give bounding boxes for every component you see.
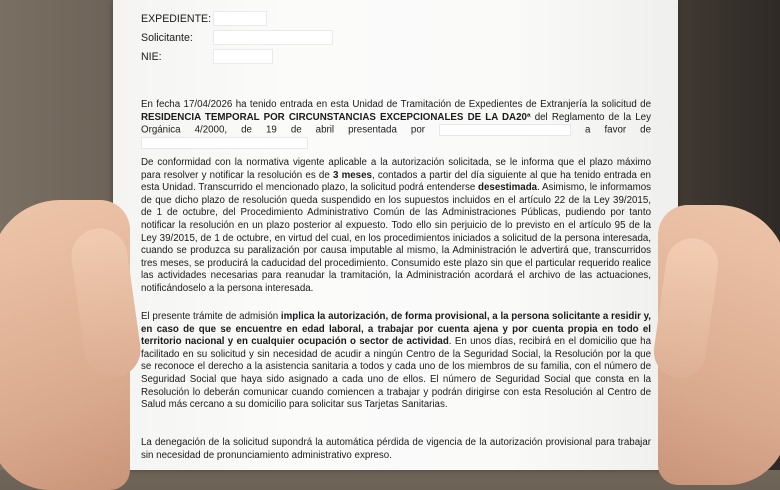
nie-label: NIE: bbox=[141, 50, 162, 63]
p1-text-2: del Reglamento de la Ley Orgánica 4/2000, de 19 de abril presentada por bbox=[141, 111, 651, 136]
solicitante-row bbox=[141, 28, 333, 47]
p2-text-1: De conformidad con la normativa vigente aplicable a la autorización solicitada, se le informa que el plazo máximo para resolver y notificar la resolución es de bbox=[141, 157, 651, 181]
p2-text-3: . Asimismo, le informamos de que dicho plazo de resolución queda suspendido en los supuestos incluidos en el artículo 22 de la Ley 39/2015, de 1 de octubre, del Procedimiento Administrativo Común de las Administraciones Públicas, pudiendo por tanto notificar la resolución en un plazo posterior al expuesto. Todo ello sin perjuicio de lo previsto en el artículo 95 de la Ley 39/2015, de 1 de octubre, en virtud del cual, en los procedimientos iniciados a solicitud de la persona interesada, cuando se produzca su paralización por causa imputable al mismo, la Administración le advertirá que, transcurridos tres meses, se producirá la caducidad del procedimiento. Consumido este plazo sin que el particular requerido realice las actividades necesarias para reanudar la tramitación, la Administración acordará el archivo de las actuaciones, notificándoselo a la persona interesada. bbox=[141, 182, 652, 294]
p2-text-2: , contados a partir del día siguiente al que ha tenido entrada en esta Unidad. Transcurrido el mencionado plazo, la solicitud podrá entenderse bbox=[141, 169, 651, 194]
solicitante-redaction bbox=[213, 30, 333, 45]
expediente-label: EXPEDIENTE: bbox=[141, 12, 212, 25]
paragraph-denial bbox=[141, 437, 651, 462]
paragraph-deadline bbox=[141, 157, 651, 296]
expediente-row bbox=[141, 9, 333, 28]
p4-text-1: La denegación de la solicitud supondrá la automática pérdida de vigencia de la autorización provisional para trabajar sin necesidad de pronunciamiento administrativo expreso. bbox=[141, 437, 651, 461]
p1-text-3: a favor de bbox=[571, 124, 651, 136]
p3-bold-1: implica la autorización, de forma provisional, a la persona solicitante a residir y, en caso de que se encuentre en edad laboral, a trabajar por cuenta ajena y por cuenta propia en todo el territorio nacional y en cualquier ocupación o sector de actividad bbox=[141, 311, 651, 348]
p3-text-2: . En unos días, recibirá en el domicilio que ha facilitado en su solicitud y sin necesidad de acudir a ningún Centro de la Seguridad Social, la Resolución por la que se reconoce el derecho a la asistencia sanitaria a todos y cada uno de los miembros de su familia, con el número de Seguridad Social que haya sido asignado a cada uno de ellos. El número de Seguridad Social que consta en la Resolución lo deberán comunicar cuando comiencen a trabajar y podrán dirigirse con esta Resolución al Centro de Salud más cercano a su domicilio para solicitar sus Tarjetas Sanitarias. bbox=[141, 336, 651, 411]
beneficiary-redaction bbox=[141, 137, 308, 149]
paragraph-provisional-authorization bbox=[141, 311, 651, 412]
nie-redaction bbox=[213, 49, 273, 64]
nie-row bbox=[141, 47, 333, 66]
presenter-redaction bbox=[439, 124, 571, 136]
document-page bbox=[113, 0, 678, 470]
paragraph-entry bbox=[141, 99, 651, 151]
solicitante-label: Solicitante: bbox=[141, 31, 193, 44]
expediente-redaction bbox=[213, 11, 267, 26]
p1-text-1: En fecha 17/04/2026 ha tenido entrada en esta Unidad de Tramitación de Expedientes de Extranjería la solicitud de bbox=[141, 99, 651, 110]
p1-bold-1: RESIDENCIA TEMPORAL POR CIRCUNSTANCIAS EXCEPCIONALES DE LA DA20ª bbox=[141, 111, 531, 123]
p3-text-1: El presente trámite de admisión bbox=[141, 311, 281, 322]
header-fields bbox=[141, 9, 333, 66]
p2-bold-2: desestimada bbox=[478, 182, 538, 194]
p2-bold-1: 3 meses bbox=[332, 169, 372, 181]
